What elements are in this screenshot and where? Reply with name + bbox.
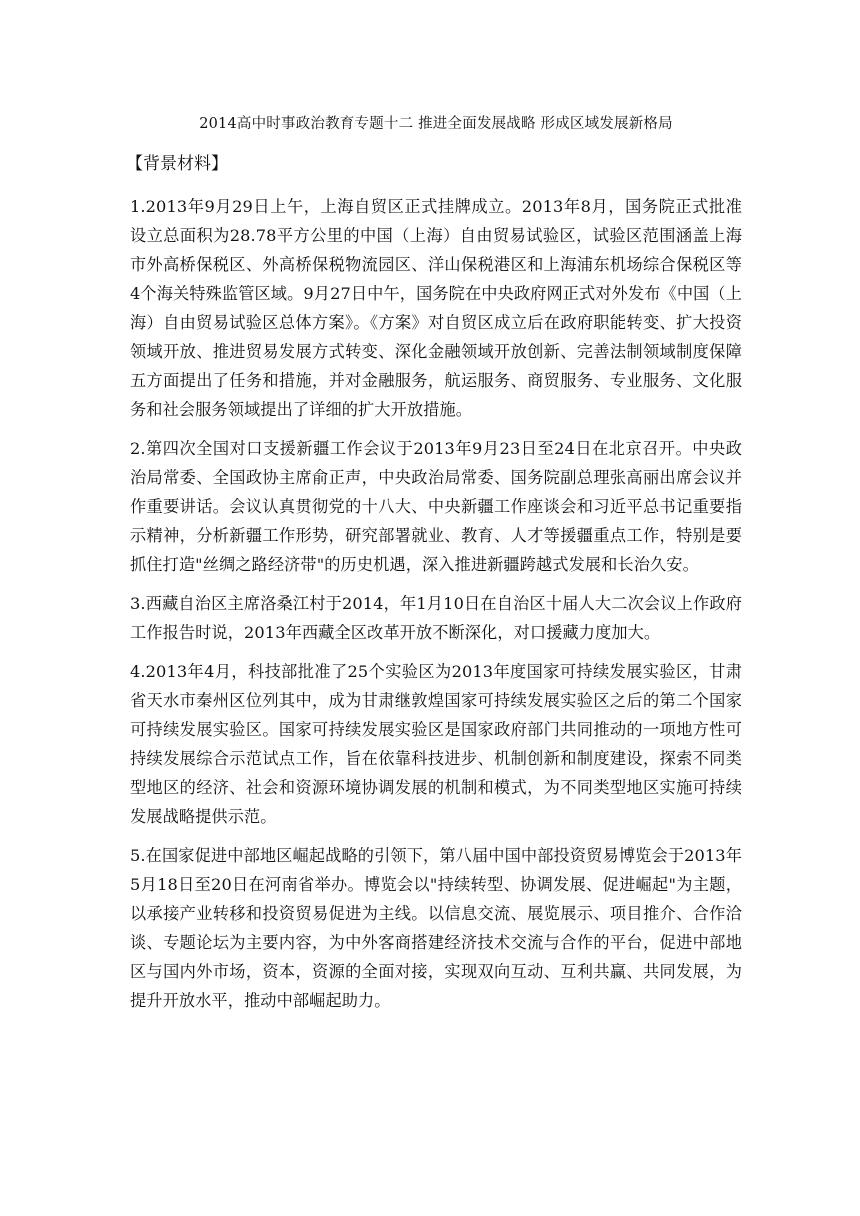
section-heading: 【背景材料】	[126, 154, 228, 174]
paragraph-3: 3.西藏自治区主席洛桑江村于2014，年1月10日在自治区十届人大二次会议上作政府工作报告时说，2013年西藏全区改革开放不断深化，对口援藏力度加大。	[130, 594, 742, 642]
paragraph-2: 2.第四次全国对口支援新疆工作会议于2013年9月23日至24日在北京召开。中央政治局常委、全国政协主席俞正声，中央政治局常委、国务院副总理张高丽出席会议并作重要讲话。会议认真贯彻党的十八大、中央新疆工作座谈会和习近平总书记重要指示精神，分析新疆工作形势，研究部署就业、教育、人才等援疆重点工作，特别是要抓住打造"丝绸之路经济带"的历史机遇，深入推进新疆跨越式发展和长治久安。	[130, 439, 742, 574]
paragraph-1: 1.2013年9月29日上午，上海自贸区正式挂牌成立。2013年8月，国务院正式批准设立总面积为28.78平方公里的中国（上海）自由贸易试验区，试验区范围涵盖上海市外高桥保税区、外高桥保税物流园区、洋山保税港区和上海浦东机场综合保税区等4个海关特殊监管区域。9月27日中午，国务院在中央政府网正式对外发布《中国（上海）自由贸易试验区总体方案》。《方案》对自贸区成立后在政府职能转变、扩大投资领域开放、推进贸易发展方式转变、深化金融领域开放创新、完善法制领域制度保障五方面提出了任务和措施，并对金融服务，航运服务、商贸服务、专业服务、文化服务和社会服务领域提出了详细的扩大开放措施。	[130, 197, 742, 419]
paragraph-5: 5.在国家促进中部地区崛起战略的引领下，第八届中国中部投资贸易博览会于2013年5月18日至20日在河南省举办。博览会以"持续转型、协调发展、促进崛起"为主题，以承接产业转移和投资贸易促进为主线。以信息交流、展览展示、项目推介、合作洽谈、专题论坛为主要内容，为中外客商搭建经济技术交流与合作的平台，促进中部地区与国内外市场，资本，资源的全面对接，实现双向互动、互利共赢、共同发展，为提升开放水平，推动中部崛起助力。	[130, 846, 742, 1010]
document-page	[126, 112, 742, 1025]
paragraph-4: 4.2013年4月，科技部批准了25个实验区为2013年度国家可持续发展实验区，甘肃省天水市秦州区位列其中，成为甘肃继敦煌国家可持续发展实验区之后的第二个国家可持续发展实验区。国家可持续发展实验区是国家政府部门共同推动的一项地方性可持续发展综合示范试点工作，旨在依靠科技进步、机制创新和制度建设，探索不同类型地区的经济、社会和资源环境协调发展的机制和模式，为不同类型地区实施可持续发展战略提供示范。	[130, 662, 742, 826]
document-title: 2014高中时事政治教育专题十二 推进全面发展战略 形成区域发展新格局	[199, 116, 673, 132]
